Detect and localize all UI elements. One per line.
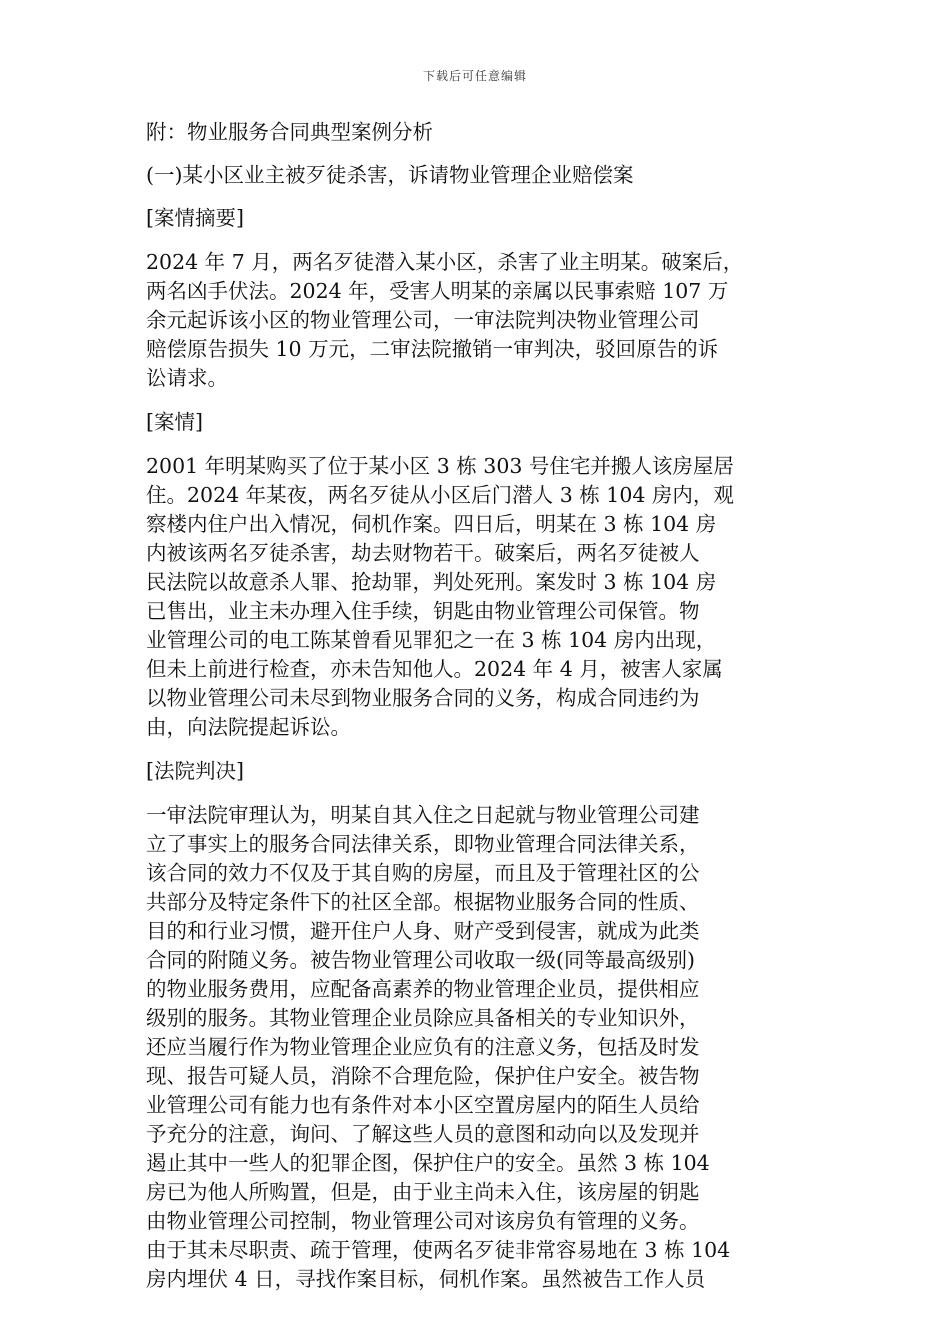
text-line: 由，向法院提起诉讼。 [146,715,351,739]
case-heading: (一)某小区业主被歹徒杀害，诉请物业管理企业赔偿案 [146,163,634,187]
text-line: 级别的服务。其物业管理企业员除应具备相关的专业知识外， [146,1006,700,1030]
text-line: 予充分的注意，询问、了解这些人员的意图和动向以及发现并 [146,1122,700,1146]
text-line: 目的和行业习惯，避开住户人身、财产受到侵害，就成为此类 [146,919,700,943]
section-label-summary: [案情摘要] [146,206,244,230]
text-line: 现、报告可疑人员，消除不合理危险，保护住户安全。被告物 [146,1064,700,1088]
section-label-facts: [案情] [146,410,203,434]
text-line: 赔偿原告损失 10 万元，二审法院撤销一审判决，驳回原告的诉 [146,337,719,361]
paragraph-judgment [146,801,811,1294]
text-line: 由于其未尽职责、疏于管理，使两名歹徒非常容易地在 3 栋 104 [146,1238,731,1262]
section-label-judgment: [法院判决] [146,759,244,783]
text-line: 以物业管理公司未尽到物业服务合同的义务，构成合同违约为 [146,686,700,710]
text-line: 讼请求。 [146,366,228,390]
text-line: 但未上前进行检查，亦未告知他人。2024 年 4 月，被害人家属 [146,657,723,681]
text-line: 该合同的效力不仅及于其自购的房屋，而且及于管理社区的公 [146,861,700,885]
text-line: 察楼内住户出入情况，伺机作案。四日后，明某在 3 栋 104 房 [146,512,717,536]
text-line: 业管理公司有能力也有条件对本小区空置房屋内的陌生人员给 [146,1093,700,1117]
document-title: 附：物业服务合同典型案例分析 [146,120,433,144]
text-line: 住。2024 年某夜，两名歹徒从小区后门潜人 3 栋 104 房内，观 [146,483,734,507]
text-line: 已售出，业主未办理入住手续，钥匙由物业管理公司保管。物 [146,599,700,623]
paragraph-facts [146,452,811,742]
text-line: 一审法院审理认为，明某自其入住之日起就与物业管理公司建 [146,803,700,827]
text-line: 两名凶手伏法。2024 年，受害人明某的亲属以民事索赔 107 万 [146,279,729,303]
text-line: 房已为他人所购置，但是，由于业主尚未入住，该房屋的钥匙 [146,1180,700,1204]
text-line: 合同的附随义务。被告物业管理公司收取一级(同等最高级别) [146,948,695,972]
text-line: 立了事实上的服务合同法律关系，即物业管理合同法律关系， [146,832,700,856]
text-line: 民法院以故意杀人罪、抢劫罪，判处死刑。案发时 3 栋 104 房 [146,570,717,594]
page-header-note: 下载后可任意编辑 [422,69,527,83]
text-line: 2001 年明某购买了位于某小区 3 栋 303 号住宅并搬人该房屋居 [146,454,734,478]
text-line: 房内埋伏 4 日，寻找作案目标，伺机作案。虽然被告工作人员 [146,1267,706,1291]
text-line: 2024 年 7 月，两名歹徒潜入某小区，杀害了业主明某。破案后， [146,250,744,274]
paragraph-summary [146,248,811,393]
text-line: 内被该两名歹徒杀害，劫去财物若干。破案后，两名歹徒被人 [146,541,700,565]
text-line: 余元起诉该小区的物业管理公司，一审法院判决物业管理公司 [146,308,700,332]
text-line: 遏止其中一些人的犯罪企图，保护住户的安全。虽然 3 栋 104 [146,1151,710,1175]
text-line: 业管理公司的电工陈某曾看见罪犯之一在 3 栋 104 房内出现， [146,628,717,652]
document-body [146,118,811,1309]
text-line: 的物业服务费用，应配备高素养的物业管理企业员，提供相应 [146,977,700,1001]
text-line: 共部分及特定条件下的社区全部。根据物业服务合同的性质、 [146,890,700,914]
text-line: 由物业管理公司控制，物业管理公司对该房负有管理的义务。 [146,1209,700,1233]
text-line: 还应当履行作为物业管理企业应负有的注意义务，包括及时发 [146,1035,700,1059]
